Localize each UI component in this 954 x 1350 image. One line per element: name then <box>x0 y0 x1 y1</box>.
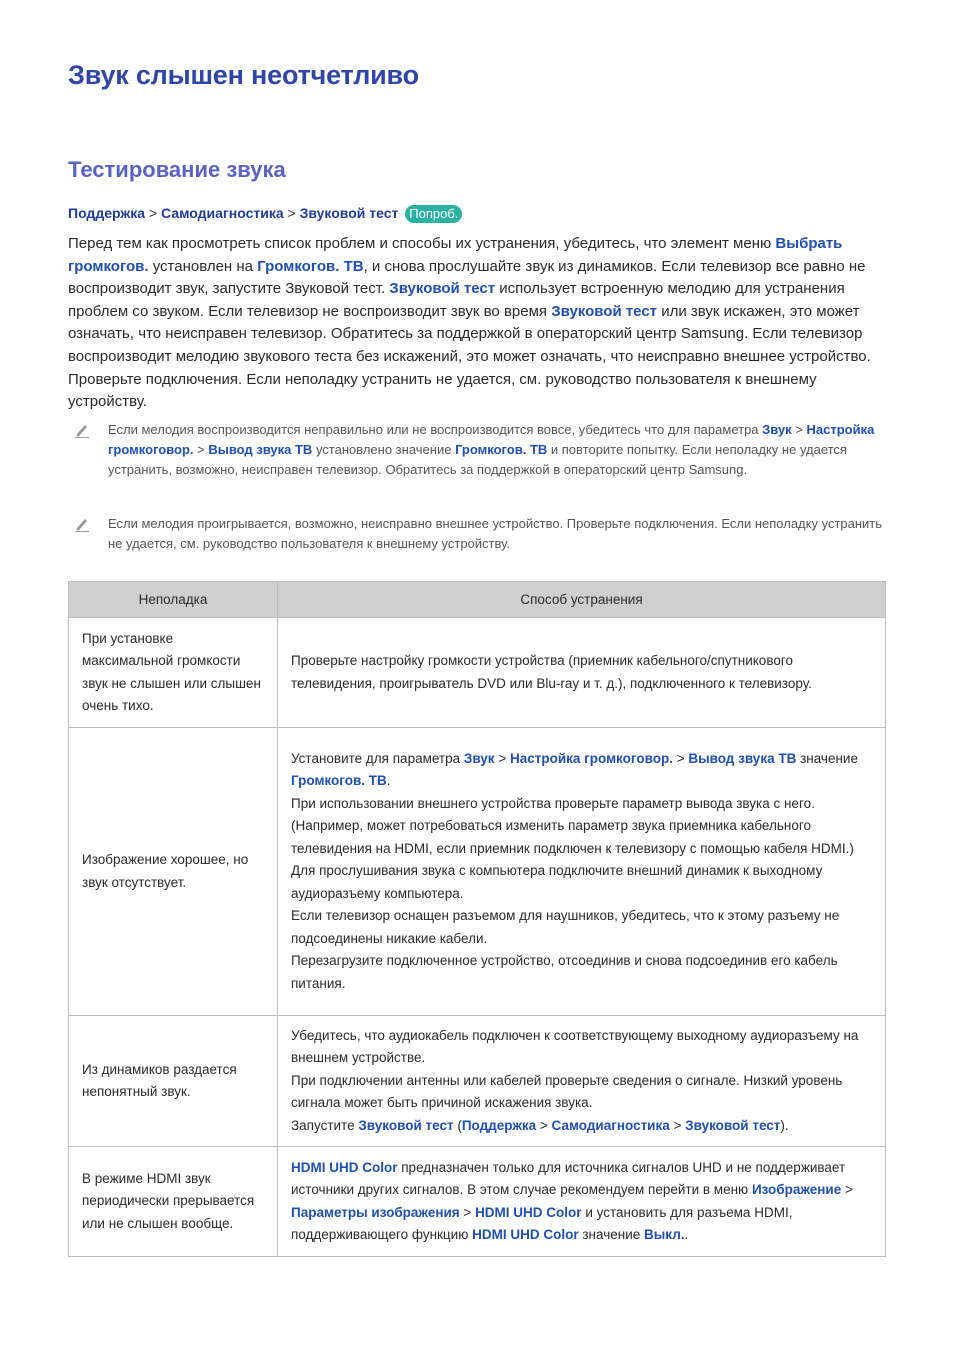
try-now-badge[interactable]: Попроб. <box>405 205 462 223</box>
tv-speaker-link: Громкогов. ТВ <box>257 257 364 275</box>
table-row <box>69 618 886 728</box>
solution-cell: Установите для параметра Звук > Настройка громкоговор. > Вывод звука ТВ значение Громкогов. ТВ. При использовании внешнего устройства проверьте параметр вывода звука с него. (Например, может потребоваться изменить параметр звука приемника кабельного телевидения на HDMI, если приемник подключен к телевизору с помощью кабеля HDMI.) Для прослушивания звука с компьютера подключите внешний динамик к выходному аудиоразъему компьютера. Если телевизор оснащен разъемом для наушников, убедитесь, что к этому разъему не подсоединены никакие кабели. Перезагрузите подключенное устройство, отсоединив и снова подсоединив его кабель питания. <box>278 728 886 1016</box>
pencil-icon <box>74 422 90 438</box>
solution-cell: HDMI UHD Color предназначен только для источника сигналов UHD и не поддерживает источники других сигналов. В этом случае рекомендуем перейти в меню Изображение > Параметры изображения > HDMI UHD Color и установить для разъема HDMI, поддерживающего функцию HDMI UHD Color значение Выкл.. <box>278 1147 886 1257</box>
sound-test-link: Звуковой тест <box>389 280 496 298</box>
solution-cell: Проверьте настройку громкости устройства (приемник кабельного/спутникового телевидения, проигрыватель DVD или Blu-ray и т. д.), подключенного к телевизору. <box>278 618 886 728</box>
breadcrumb-item-sound-test[interactable]: Звуковой тест <box>299 205 399 221</box>
table-row <box>69 728 886 1016</box>
problem-cell: В режиме HDMI звук периодически прерывается или не слышен вообще. <box>69 1147 278 1257</box>
note: Если мелодия проигрывается, возможно, неисправно внешнее устройство. Проверьте подключения. Если неполадку устранить не удается, см. руководство пользователя к внешнему устройству. <box>68 514 886 554</box>
troubleshooting-table <box>68 581 886 1257</box>
solution-cell: Убедитесь, что аудиокабель подключен к соответствующему выходному аудиоразъему на внешнем устройстве. При подключении антенны или кабелей проверьте сведения о сигнале. Низкий уровень сигнала может быть причиной искажения звука. Запустите Звуковой тест (Поддержка > Самодиагностика > Звуковой тест). <box>278 1016 886 1147</box>
note: Если мелодия воспроизводится неправильно или не воспроизводится вовсе, убедитесь что для параметра Звук > Настройка громкоговор. > Вывод звука ТВ установлено значение Громкогов. ТВ и повторите попытку. Если неполадку не удается устранить, возможно, неисправен телевизор. Обратитесь за поддержкой в операторский центр Samsung. <box>68 420 886 480</box>
section-title: Тестирование звука <box>68 157 286 182</box>
intro-paragraph: Перед тем как просмотреть список проблем и способы их устранения, убедитесь, что элемент меню Выбрать громкогов. установлен на Громкогов. ТВ, и снова прослушайте звук из динамиков. Если телевизор все равно не воспроизводит звук, запустите Звуковой тест. Звуковой тест использует встроенную мелодию для устранения проблем со звуком. Если телевизор не воспроизводит звук во время Звуковой тест или звук искажен, это может означать, что неисправен телевизор. Обратитесь за поддержкой в операторский центр Samsung. Если телевизор воспроизводит мелодию звукового теста без искажений, это может означать, что неисправно внешнее устройство. Проверьте подключения. Если неполадку устранить не удается, см. руководство пользователя к внешнему устройству. <box>68 235 871 411</box>
problem-cell: Из динамиков раздается непонятный звук. <box>69 1016 278 1147</box>
table-header-row <box>69 582 886 618</box>
breadcrumb <box>68 205 462 223</box>
table-row <box>69 1016 886 1147</box>
breadcrumb-item-support[interactable]: Поддержка <box>68 205 146 221</box>
speaker-select-link: Выбрать громкогов. <box>68 235 843 275</box>
page-title: Звук слышен неотчетливо <box>68 60 419 90</box>
problem-cell: Изображение хорошее, но звук отсутствует. <box>69 728 278 1016</box>
sound-test-link: Звуковой тест <box>551 302 658 320</box>
breadcrumb-item-self-diagnosis[interactable]: Самодиагностика <box>161 205 284 221</box>
table-row <box>69 1147 886 1257</box>
column-header-solution: Способ устранения <box>278 582 886 618</box>
problem-cell: При установке максимальной громкости звук не слышен или слышен очень тихо. <box>69 618 278 728</box>
column-header-problem: Неполадка <box>69 582 278 618</box>
breadcrumb-separator: > <box>148 205 162 221</box>
pencil-icon <box>74 516 90 532</box>
breadcrumb-separator: > <box>287 205 300 221</box>
